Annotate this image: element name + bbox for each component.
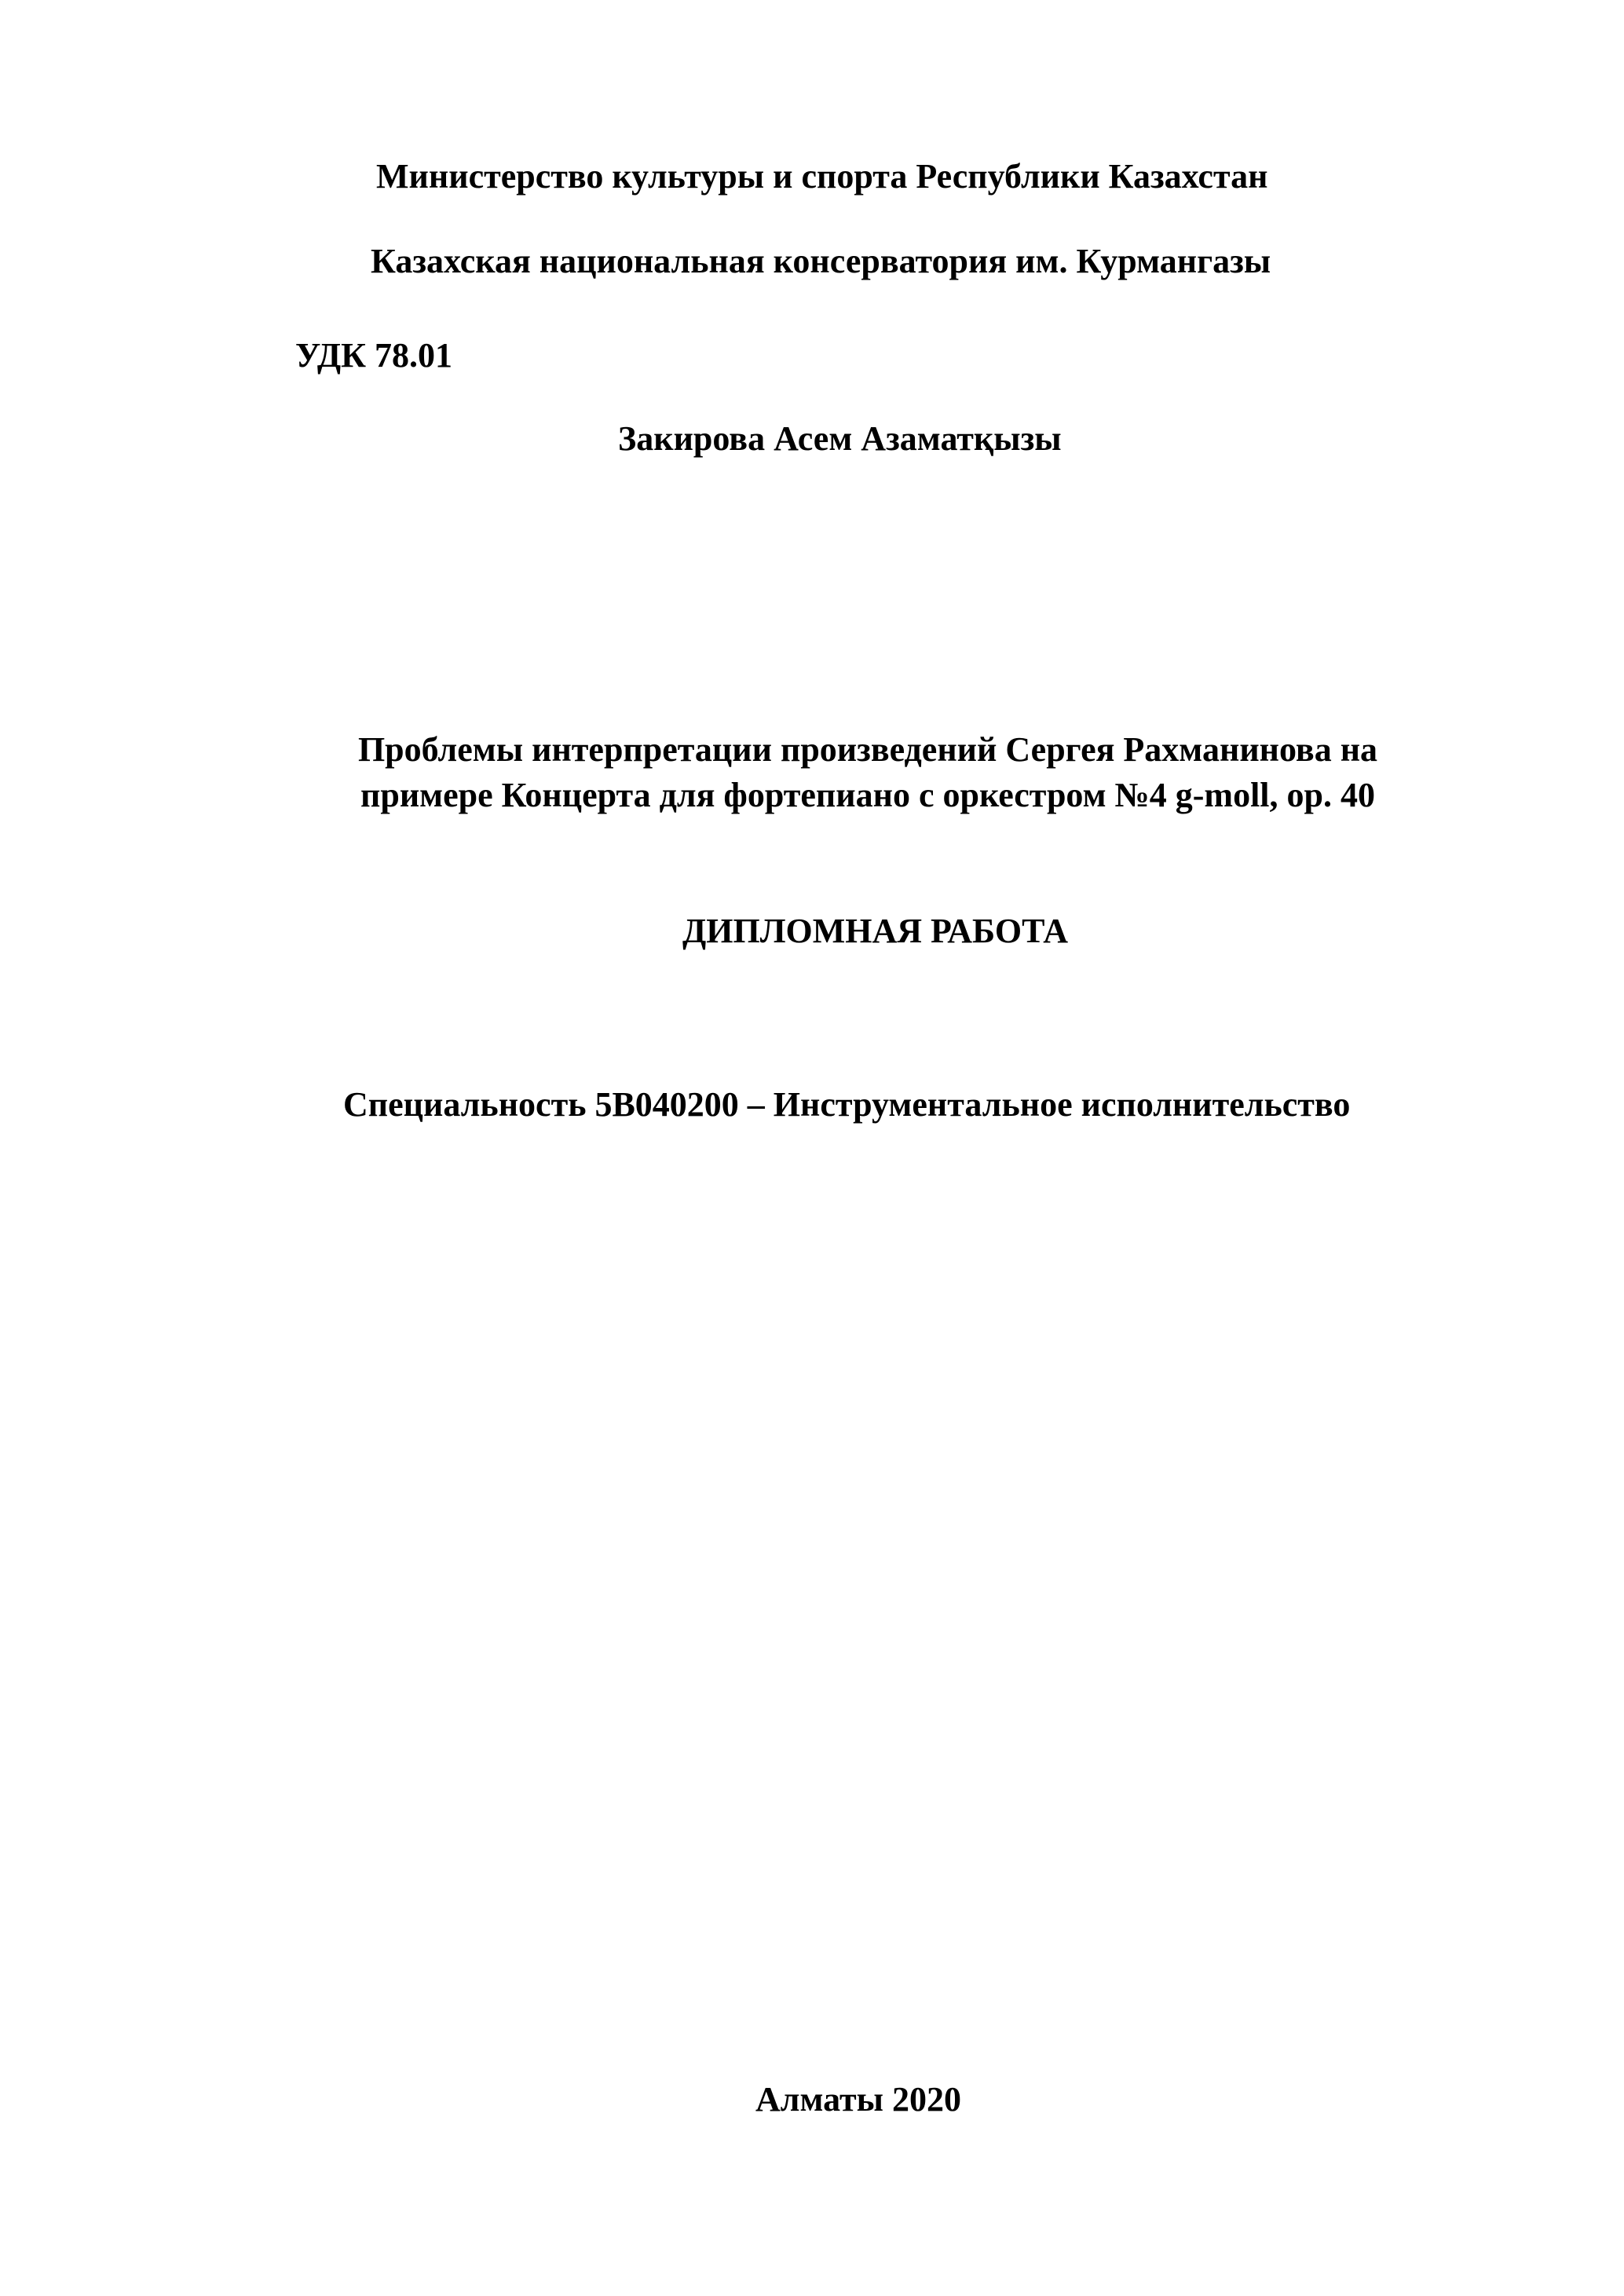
ministry-name: Министерство культуры и спорта Республики Казахстан: [376, 157, 1268, 196]
city-year: Алматы 2020: [755, 2080, 961, 2119]
institution-name: Казахская национальная консерватория им. Курмангазы: [371, 242, 1271, 280]
specialty: Специальность 5В040200 – Инструментальное исполнительство: [343, 1085, 1351, 1124]
work-type: ДИПЛОМНАЯ РАБОТА: [682, 912, 1069, 950]
thesis-title-line-2: примере Концерта для фортепиано с оркестром №4 g-moll, op. 40: [360, 776, 1375, 814]
thesis-title-line-1: Проблемы интерпретации произведений Сергея Рахманинова на: [357, 730, 1378, 769]
udk-code: УДК 78.01: [295, 336, 453, 375]
thesis-title: [236, 727, 1500, 818]
author-name: Закирова Асем Азаматқызы: [618, 419, 1062, 458]
